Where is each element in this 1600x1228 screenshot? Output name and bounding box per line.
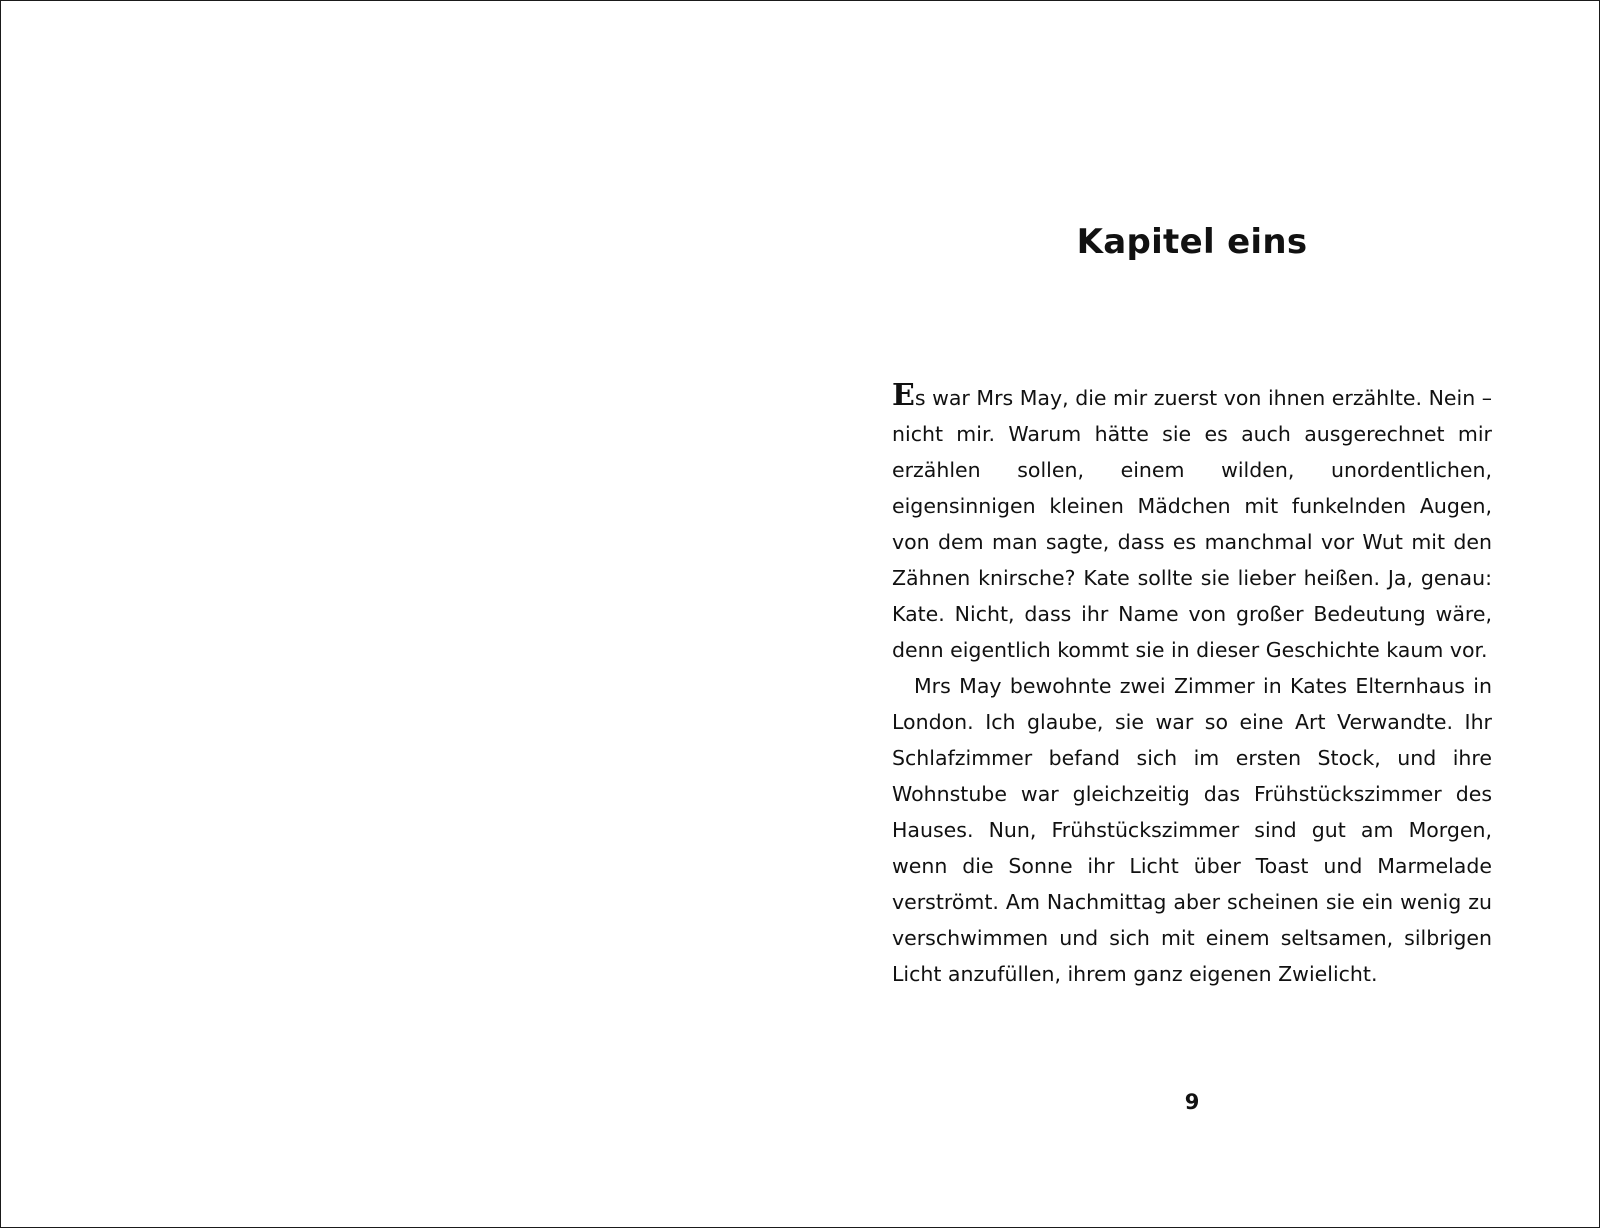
page-number: 9	[1184, 1090, 1200, 1114]
paragraph-1-text: s war Mrs May, die mir zuerst von ihnen erzählte. Nein – nicht mir. Warum hätte sie es auch ausgerechnet mir erzählen sollen, einem wilden, unordentlichen, eigensinnigen kleinen Mädchen mit funkelnden Augen, von dem man sagte, dass es manchmal vor Wut mit den Zähnen knirsche? Kate sollte sie lieber heißen. Ja, genau: Kate. Nicht, dass ihr Name von großer Bedeutung wäre, denn eigentlich kommt sie in dieser Geschichte kaum vor.	[892, 386, 1492, 662]
chapter-title: Kapitel eins	[1076, 222, 1308, 262]
body-text	[892, 378, 1492, 992]
paragraph-2: Mrs May bewohnte zwei Zimmer in Kates Elternhaus in London. Ich glaube, sie war so eine Art Verwandte. Ihr Schlafzimmer befand sich im ersten Stock, und ihre Wohnstube war gleichzeitig das Frühstückszimmer des Hauses. Nun, Frühstückszimmer sind gut am Morgen, wenn die Sonne ihr Licht über Toast und Marmelade verströmt. Am Nachmittag aber scheinen sie ein wenig zu verschwimmen und sich mit einem seltsamen, silbrigen Licht anzufüllen, ihrem ganz eigenen Zwielicht.	[892, 674, 1492, 986]
left-page-blank	[1, 1, 800, 1227]
paragraph-1	[892, 378, 1492, 668]
initial-letter: E	[892, 378, 915, 413]
